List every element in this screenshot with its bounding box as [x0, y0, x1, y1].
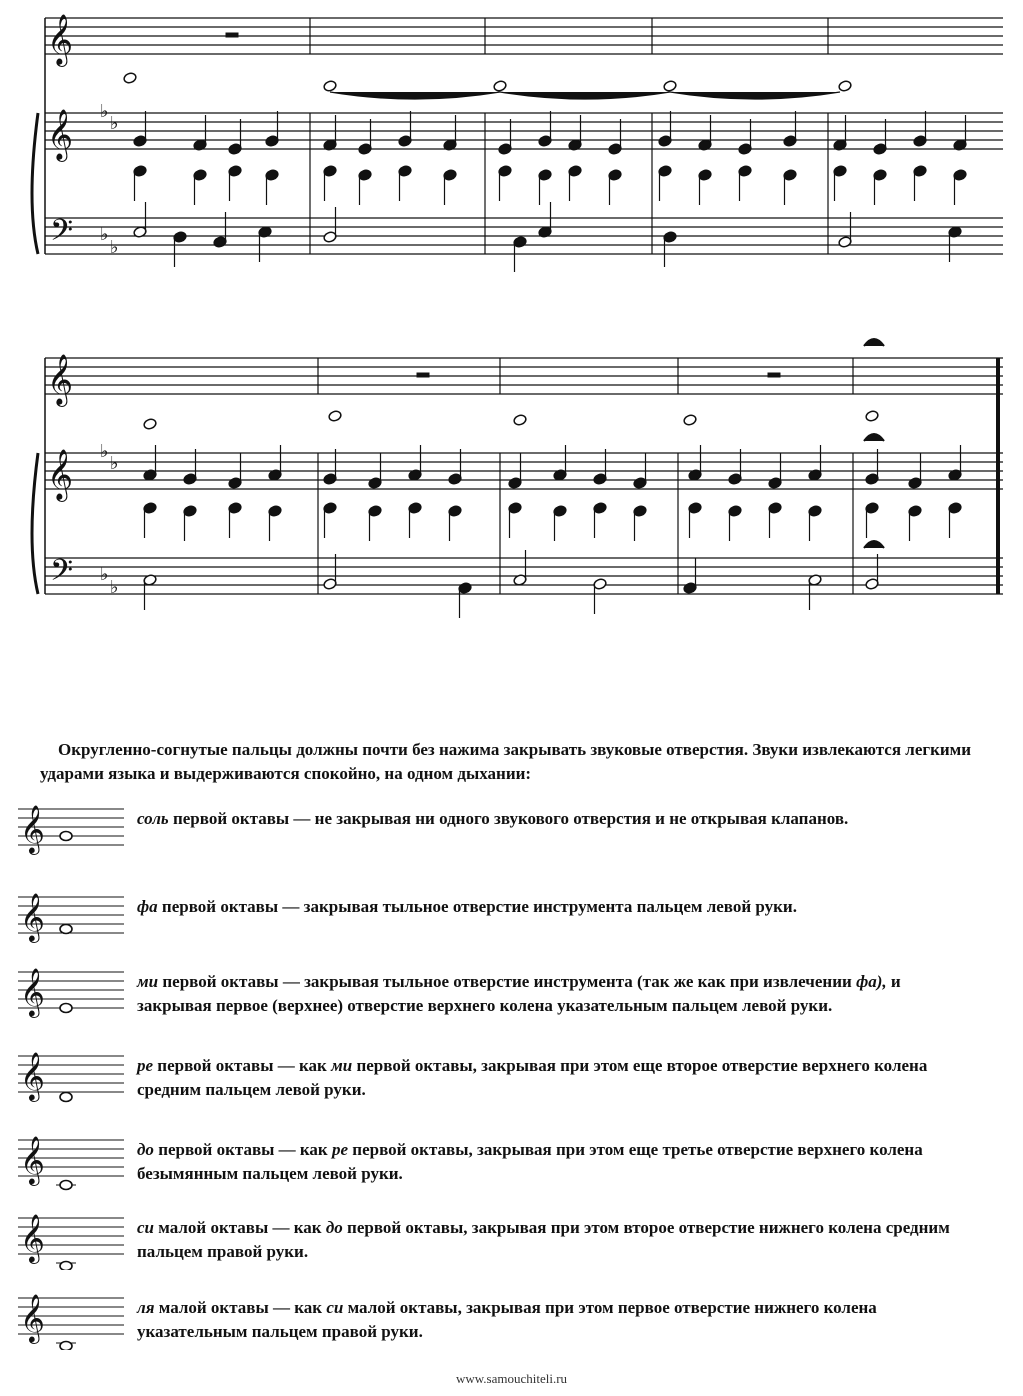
- note-text: первой октавы — не закрывая ни одного звукового отверстия и не открывая клапанов.: [168, 809, 849, 828]
- treble-clef-icon: 𝄞: [47, 354, 74, 405]
- flat-icon: ♭: [110, 453, 119, 473]
- flat-icon: ♭: [110, 577, 119, 597]
- note-head: [663, 80, 677, 93]
- tie: [500, 92, 670, 99]
- tie: [670, 92, 840, 99]
- site-footer: www.samouchiteli.ru: [455, 1371, 568, 1386]
- flat-icon: ♭: [110, 113, 119, 133]
- treble-clef-icon: 𝄞: [47, 14, 74, 65]
- intro-paragraph: Округленно-согнутые пальцы должны почти без нажима закрывать звуковые отверстия. Звуки извлекаются легкими ударами языка и выдерживаются спокойно, на одном дыхании:: [40, 740, 972, 783]
- note-text-cont: первой октавы, закрывая при этом второе отверстие нижнего колена средним пальцем правой руки.: [137, 1218, 950, 1261]
- note-name: ля: [137, 1298, 155, 1317]
- note-text-cont: первой октавы, закрывая при этом еще второе отверстие верхнего колена средним пальцем левой руки.: [137, 1056, 928, 1099]
- treble-clef-icon: 𝄞: [20, 1136, 45, 1184]
- note-text-cont: малой октавы, закрывая при этом первое отверстие нижнего колена указательным пальцем правой руки.: [137, 1298, 877, 1341]
- note-head: [493, 80, 507, 93]
- fermata-dot: [872, 436, 876, 440]
- note-name: фа: [137, 897, 158, 916]
- note-staff-sol: [18, 805, 124, 861]
- note-name: соль: [137, 809, 169, 828]
- note-text: малой октавы — как: [154, 1298, 327, 1317]
- treble-clef-icon: 𝄞: [20, 1214, 45, 1262]
- treble-clef-icon: 𝄞: [20, 1294, 45, 1342]
- note-name-ref: ре: [331, 1140, 349, 1159]
- tie: [330, 92, 500, 99]
- note-head: [513, 414, 527, 427]
- note-description: [137, 1296, 977, 1344]
- note-staff-mi: [18, 968, 124, 1024]
- treble-clef-icon: 𝄞: [20, 1052, 45, 1100]
- half-rest-icon: [226, 33, 238, 37]
- note-head: [60, 1262, 72, 1271]
- note-text: первой октавы — как: [153, 1140, 332, 1159]
- note-name: ми: [137, 972, 159, 991]
- treble-clef-icon: 𝄞: [47, 109, 74, 160]
- note-description: [137, 1138, 977, 1186]
- brace: [32, 453, 38, 594]
- note-name: си: [137, 1218, 154, 1237]
- bass-clef-icon: 𝄢: [50, 214, 74, 255]
- flat-icon: ♭: [100, 441, 109, 461]
- note-head: [838, 80, 852, 93]
- note-description: [137, 970, 977, 1018]
- note-staff-do: [18, 1136, 124, 1192]
- flat-icon: ♭: [100, 101, 109, 121]
- note-description: [137, 807, 977, 831]
- note-name: ре: [137, 1056, 154, 1075]
- note-text: первой октавы — как: [153, 1056, 332, 1075]
- note-text: малой октавы — как: [154, 1218, 326, 1237]
- note-head: [60, 925, 72, 934]
- fermata-dot: [872, 543, 876, 547]
- flat-icon: ♭: [100, 224, 109, 244]
- note-head: [60, 1093, 72, 1102]
- note-head: [60, 832, 72, 841]
- note-head: [323, 80, 337, 93]
- note-staff-fa: [18, 893, 124, 949]
- note-text: первой октавы — закрывая тыльное отверстие инструмента пальцем левой руки.: [157, 897, 797, 916]
- note-head: [683, 414, 697, 427]
- note-head: [60, 1181, 72, 1190]
- note-staff-la: [18, 1294, 124, 1350]
- note-head: [865, 410, 879, 423]
- fermata-dot: [872, 341, 876, 345]
- note-head: [328, 410, 342, 423]
- brace: [32, 113, 38, 254]
- note-head: [143, 418, 157, 431]
- treble-clef-icon: 𝄞: [47, 449, 74, 500]
- flat-icon: ♭: [100, 564, 109, 584]
- treble-clef-icon: 𝄞: [20, 968, 45, 1016]
- note-staff-re: [18, 1052, 124, 1108]
- note-text-cont: и закрывая первое (верхнее) отверстие верхнего колена указательным пальцем левой руки.: [137, 972, 901, 1015]
- note-description: [137, 895, 977, 919]
- half-rest-icon: [417, 373, 429, 377]
- note-name-ref: фа),: [856, 972, 887, 991]
- note-head: [123, 72, 137, 85]
- note-description: [137, 1054, 977, 1102]
- note-head: [60, 1342, 72, 1351]
- note-text-cont: первой октавы, закрывая при этом еще третье отверстие верхнего колена безымянным пальцем левой руки.: [137, 1140, 923, 1183]
- flat-icon: ♭: [110, 237, 119, 257]
- note-name-ref: си: [326, 1298, 344, 1317]
- note-head: [60, 1004, 72, 1013]
- note-name-ref: ми: [331, 1056, 353, 1075]
- note-name-ref: до: [325, 1218, 343, 1237]
- note-staff-si: [18, 1214, 124, 1270]
- bass-clef-icon: 𝄢: [50, 554, 74, 595]
- half-rest-icon: [768, 373, 780, 377]
- treble-clef-icon: 𝄞: [20, 805, 45, 853]
- note-text: первой октавы — закрывая тыльное отверстие инструмента (так же как при извлечении: [158, 972, 857, 991]
- note-name: до: [137, 1140, 154, 1159]
- treble-clef-icon: 𝄞: [20, 893, 45, 941]
- note-description: [137, 1216, 977, 1264]
